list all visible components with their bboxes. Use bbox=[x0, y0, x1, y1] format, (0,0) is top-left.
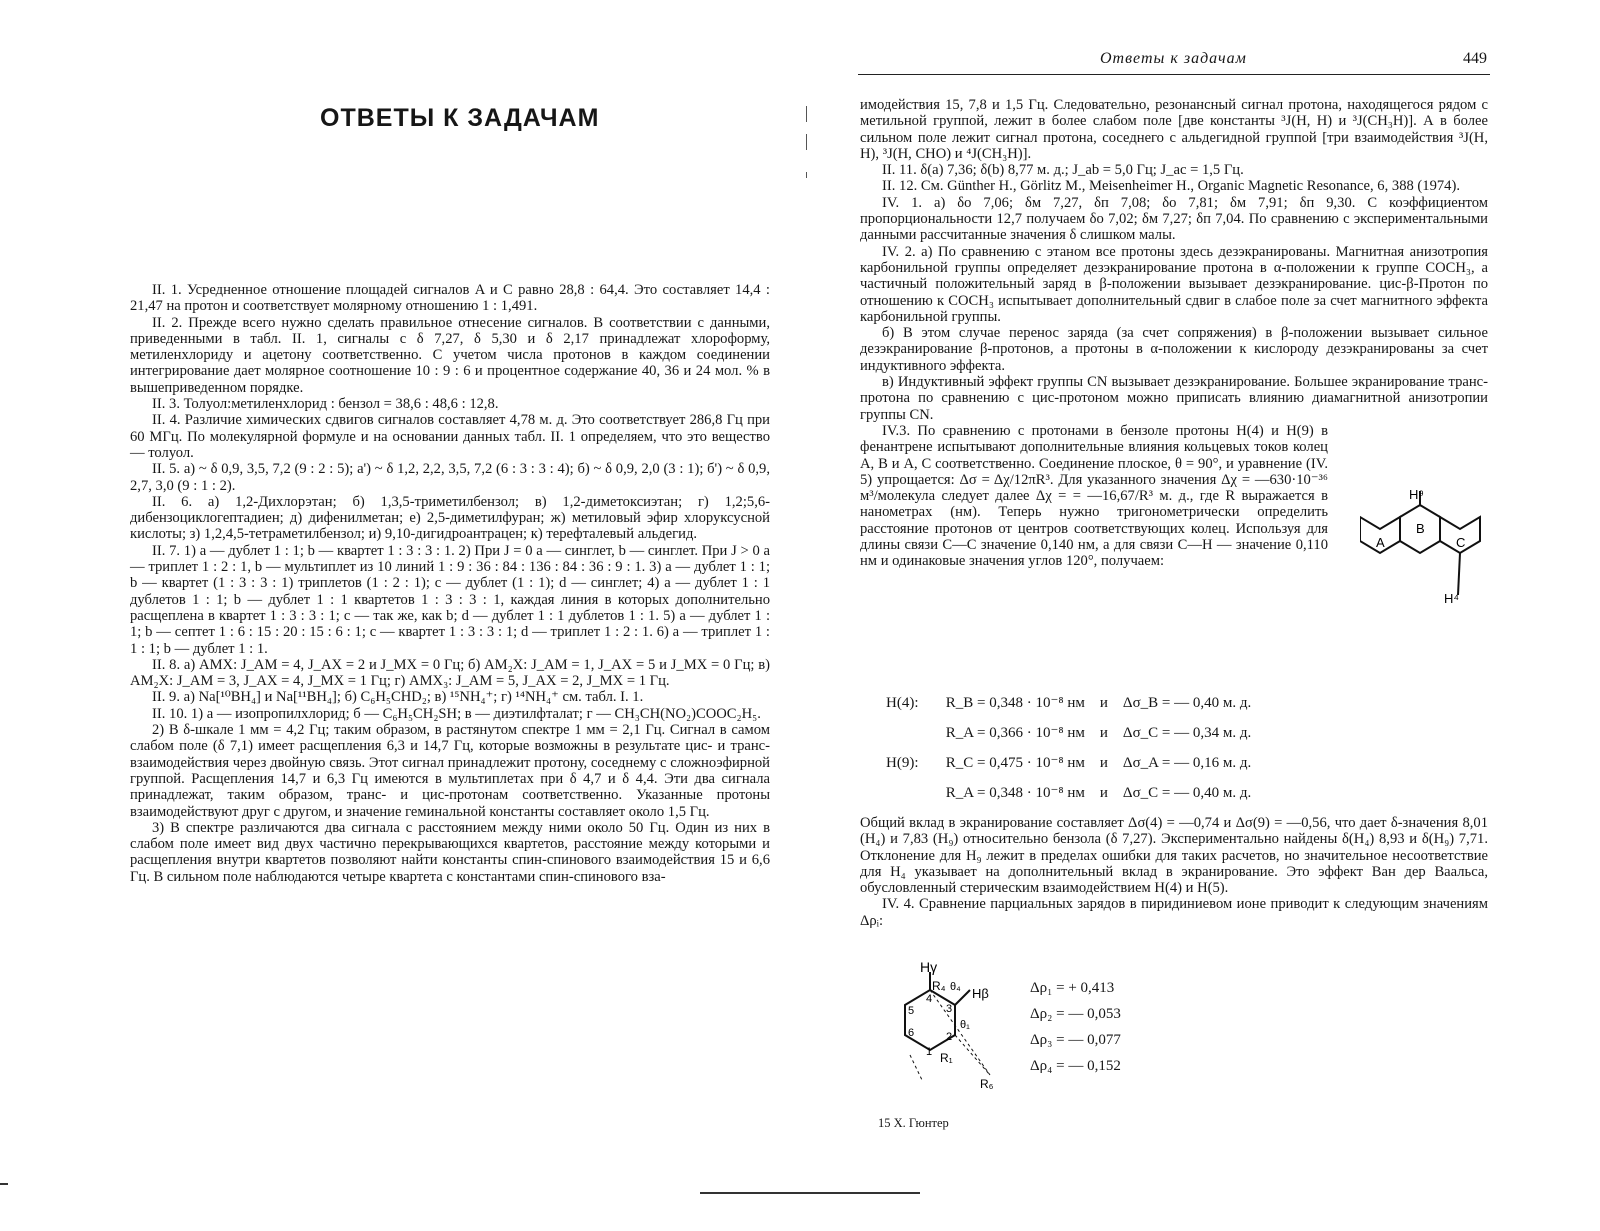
answer-ii-9: II. 9. а) Na[¹⁰BH₄] и Na[¹¹BH₄]; б) C₆H₅CHD₂; в) ¹⁵NH₄⁺; г) ¹⁴NH₄⁺ см. табл. I. 1. bbox=[152, 689, 644, 706]
ring-a-label: A bbox=[1376, 535, 1385, 550]
atom-3-label: 3 bbox=[946, 1003, 953, 1015]
answer-iv-4: IV. 4. Сравнение парциальных зарядов в пиридиниевом ионе приводит к следующим значениям Δρᵢ: bbox=[860, 896, 1488, 929]
equation-row bbox=[886, 778, 1251, 808]
answer-iv-3-text: IV.3. По сравнению с протонами в бензоле протоны H(4) и H(9) в фенантрене испытывают дополнительные влияния кольцевых токов колец A, B и A, C соответственно. Соединение плоское, θ = 90°, и уравнение (IV. 5) упрощается: Δσ = Δχ/12πR³. Для указанного значения Δχ = —630·10⁻³⁶ м³/молекула следует далее Δχ = = —16,67/R³ м. д., где R выражается в нанометрах (нм). Теперь нужно тригонометрически определить расстояние протонов от центров соответствующих колец. Используя для длины связи C—C значение 0,140 нм, а для связи C—H — значение 0,110 нм и одинаковые значения углов 120°, получаем: bbox=[860, 422, 1328, 570]
equation-label: H(9): bbox=[886, 755, 919, 771]
theta1-label: θ₁ bbox=[960, 1019, 970, 1031]
answer-ii-10: II. 10. 1) а — изопропилхлорид; б — C₆H₅CH₂SH; в — диэтилфталат; г — CH₃CH(NO₂)COOC₂H₅. bbox=[152, 705, 761, 722]
h9-label: H⁹ bbox=[1409, 487, 1424, 502]
equation-ds: Δσ_A = — 0,16 м. д. bbox=[1122, 755, 1252, 771]
r1-vector bbox=[955, 1035, 990, 1075]
h4-label: H⁴ bbox=[1444, 591, 1459, 606]
equation-label: H(4): bbox=[886, 695, 919, 711]
header-rule bbox=[858, 74, 1490, 75]
atom-5-label: 5 bbox=[908, 1005, 915, 1017]
equation-conj: и bbox=[1099, 695, 1108, 711]
answer-ii-5: II. 5. а) ~ δ 0,9, 3,5, 7,2 (9 : 2 : 5); а') ~ δ 1,2, 2,2, 3,5, 7,2 (6 : 3 : 3 : 4); б) ~ δ 0,9, 2,0 (3 : 1); б') ~ δ 0,9, 2,7, 3,0 (9 : 1 : 2). bbox=[130, 461, 770, 494]
answer-iv-2-c: в) Индуктивный эффект группы CN вызывает дезэкранирование. Большее экранирование транс-протона по сравнению с цис-протоном можно приписать влиянию диамагнитной анизотропии группы CN. bbox=[860, 374, 1488, 423]
equation-conj: и bbox=[1099, 725, 1108, 741]
answer-ii-8: II. 8. а) AMX: J_AM = 4, J_AX = 2 и J_MX = 0 Гц; б) AM₂X: J_AM = 1, J_AX = 5 и J_MX = 0 Гц; в) AM₂X: J_AM = 3, J_AX = 4, J_MX = 1 Гц; г) AMX₃: J_AM = 5, J_AX = 2, J_MX = 1 Гц. bbox=[130, 656, 770, 690]
answer-ii-7: II. 7. 1) a — дублет 1 : 1; b — квартет 1 : 3 : 3 : 1. 2) При J = 0 a — синглет, b — синглет. При J > 0 a — триплет 1 : 2 : 1, b — мультиплет из 10 линий 1 : 9 : 36 : 84 : 136 : 84 : 36 : 9 : 1. 3) a — дублет 1 : 1; b — квартет (1 : 3 : 3 : 1) триплетов (1 : 2 : 1); c — дублет (1 : 1); d — синглет; 4) a — дублет 1 : 1 дублетов 1 : 1; b — дублет 1 : 1 квартетов 1 : 3 : 3 : 1, каждая линия в которых дополнительно расщеплена в квартет 1 : 3 : 3 : 1; c — так же, как b; d — дублет 1 : 1 дублетов 1 : 1. 5) a — дублет 1 : 1; b — септет 1 : 6 : 15 : 20 : 15 : 6 : 1; c — квартет 1 : 3 : 3 : 1; d — триплет 1 : 2 : 1. 6) a — триплет 1 : 1 : 1; b — дублет 1 : 1. bbox=[130, 542, 770, 657]
page-title: ОТВЕТЫ К ЗАДАЧАМ bbox=[320, 104, 600, 132]
equation-conj: и bbox=[1099, 755, 1108, 771]
equation-r: R_C = 0,475 · 10⁻⁸ нм bbox=[945, 755, 1085, 771]
signature-footer: 15 Х. Гюнтер bbox=[878, 1116, 949, 1130]
answer-ii-1: II. 1. Усредненное отношение площадей сигналов A и C равно 28,8 : 64,4. Это составляет 14,4 : 21,47 на протон и соответствует молярному отношению 1 : 1,491. bbox=[130, 282, 770, 315]
equations-block bbox=[886, 688, 1251, 808]
charge-value: Δρ₂ = — 0,053 bbox=[1030, 1006, 1121, 1022]
hb-label: Hβ bbox=[972, 986, 989, 1001]
answer-ii-11: II. 11. δ(a) 7,36; δ(b) 8,77 м. д.; J_ab = 5,0 Гц; J_ac = 1,5 Гц. bbox=[882, 162, 1244, 179]
answer-ii-10-part-2: 2) В δ-шкале 1 мм = 4,2 Гц; таким образом, в растянутом спектре 1 мм = 2,1 Гц. Сигнал в самом слабом поле (δ 7,1) имеет расщепления 6,3 и 14,7 Гц, которые возможны в результате цис- и транс-взаимодействия через двойную связь. Этот сигнал принадлежит протону, соседнему с сложноэфирной группой. Расщепления 14,7 и 6,3 Гц имеются в мультиплетах при δ 4,7 и δ 4,4. Эти два сигнала принадлежат, таким образом, транс- и цис-протонам соответственно. Указанные протоны взаимодействуют друг с другом, и значение геминальной константы составляет около 1,5 Гц. bbox=[130, 722, 770, 820]
answer-ii-4: II. 4. Различие химических сдвигов сигналов составляет 4,78 м. д. Это соответствует 286,8 Гц при 60 МГц. По молекулярной формуле и на основании данных табл. II. 1 определяем, что это вещество — толуол. bbox=[130, 412, 770, 461]
right-text-after-equations bbox=[860, 815, 1488, 929]
equation-r: R_A = 0,366 · 10⁻⁸ нм bbox=[945, 725, 1085, 741]
partial-charges-list bbox=[1030, 975, 1121, 1079]
r1-label: R₁ bbox=[940, 1051, 953, 1065]
charge-value: Δρ₄ = — 0,152 bbox=[1030, 1058, 1121, 1074]
equation-conj: и bbox=[1099, 785, 1108, 801]
r6-vector bbox=[930, 990, 990, 1075]
atom-1-label: 1 bbox=[926, 1046, 933, 1058]
answer-iv-2-b: б) В этом случае перенос заряда (за счет сопряжения) в β-положении вызывает сильное дезэкранирование β-протонов, а протоны в α-положении к кислороду дезэкранированы за счет индуктивного эффекта. bbox=[860, 325, 1488, 374]
equation-row bbox=[886, 718, 1251, 748]
charge-value: Δρ₃ = — 0,077 bbox=[1030, 1032, 1121, 1048]
theta4-label: θ₄ bbox=[950, 981, 961, 993]
hg-label: Hγ bbox=[920, 960, 938, 975]
atom-6-label: 6 bbox=[908, 1027, 915, 1039]
page-number: 449 bbox=[1463, 50, 1487, 67]
atom-4-label: 4 bbox=[926, 993, 933, 1005]
scan-mark bbox=[0, 1183, 8, 1185]
charge-value: Δρ₁ = + 0,413 bbox=[1030, 980, 1115, 996]
h4-bond bbox=[1458, 553, 1460, 595]
right-page bbox=[800, 0, 1600, 1231]
answer-ii-10-part-3: 3) В спектре различаются два сигнала с расстоянием между ними около 50 Гц. Один из них в слабом поле имеет вид двух частично перекрывающихся квартетов, расстояние между которыми и расщепления внутри квартетов позволяют найти константы спин-спинового взаимодействия 15 и 6,6 Гц. В сильном поле наблюдаются четыре квартета с константами спин-спинового вза- bbox=[130, 819, 770, 885]
equation-r: R_A = 0,348 · 10⁻⁸ нм bbox=[945, 785, 1085, 801]
ring-c-label: C bbox=[1456, 535, 1466, 550]
equation-ds: Δσ_C = — 0,34 м. д. bbox=[1122, 725, 1252, 741]
equation-r: R_B = 0,348 · 10⁻⁸ нм bbox=[945, 695, 1085, 711]
equation-ds: Δσ_B = — 0,40 м. д. bbox=[1122, 695, 1252, 711]
answer-ii-10-continued: имодействия 15, 7,8 и 1,5 Гц. Следовательно, резонансный сигнал протона, находящегося рядом с метильной группой, лежит в более слабом поле [две константы ³J(H, H) и ³J(CH₃H)]. А в более сильном поле лежит сигнал протона, соседнего с альдегидной группой [три взаимодействия ³J(H, H), ³J(H, CHO) и ⁴J(CH₃H)]. bbox=[860, 97, 1488, 162]
answer-iv-1: IV. 1. а) δo 7,06; δм 7,27, δп 7,08; δo 7,81; δм 7,91; δп 9,30. С коэффициентом пропорциональности 12,7 получаем δo 7,02; δм 7,27; δп 7,04. По сравнению с экспериментальными данными рассчитанные значения δ слишком малы. bbox=[860, 194, 1488, 244]
equation-ds: Δσ_C = — 0,40 м. д. bbox=[1122, 785, 1252, 801]
equation-row bbox=[886, 748, 1251, 778]
r4-label: R₄ bbox=[932, 979, 946, 993]
total-shielding-paragraph: Общий вклад в экранирование составляет Δσ(4) = —0,74 и Δσ(9) = —0,56, что дает δ-значения 8,01 (H₄) и 7,83 (H₉) относительно бензола (δ 7,27). Экспериментально найдены δ(H₄) 8,93 и δ(H₉) 7,71. Отклонение для H₉ лежит в пределах ошибки для таких расчетов, но значительное несоответствие для H₄ указывает на дополнительный вклад в экранирование. Это эффект Ван дер Ваальса, обусловленный стерическим взаимодействием H(4) и H(5). bbox=[860, 815, 1488, 897]
atom-2-label: 2 bbox=[946, 1031, 953, 1043]
r6-label: R₆ bbox=[980, 1077, 994, 1091]
dotted-guide bbox=[910, 1055, 922, 1080]
pyridinium-diagram bbox=[880, 960, 1010, 1095]
phenanthrene-diagram bbox=[1360, 485, 1500, 615]
answer-ii-12: II. 12. См. Günther H., Görlitz M., Meisenheimer H., Organic Magnetic Resonance, 6, 388 (1974). bbox=[882, 178, 1460, 195]
equation-row bbox=[886, 688, 1251, 718]
answer-iv-2: IV. 2. а) По сравнению с этаном все протоны здесь дезэкранированы. Магнитная анизотропия карбонильной группы определяет дезэкранирование протона в α-положении к группе COCH₃, а частичный положительный заряд в β-положении вызывает дезэкранирование. цис-β-Протон по отношению к COCH₃ испытывает дополнительный сдвиг в слабое поле за счет магнитного эффекта карбонильной группы. bbox=[860, 243, 1488, 325]
running-head: Ответы к задачам bbox=[1100, 50, 1247, 67]
ring-b-label: B bbox=[1416, 521, 1425, 536]
answer-ii-3: II. 3. Толуол:метиленхлорид : бензол = 38,6 : 48,6 : 12,8. bbox=[152, 396, 499, 413]
left-text-column bbox=[130, 282, 770, 885]
scan-artifact-line bbox=[700, 1192, 920, 1194]
answer-ii-6: II. 6. а) 1,2-Дихлорэтан; б) 1,3,5-триметилбензол; в) 1,2-диметоксиэтан; г) 1,2;5,6-дибензоциклогептадиен; д) дифенилметан; е) 2,5-диметилфуран; ж) метиловый эфир хлоруксусной кислоты; з) 1,2,4,5-тетраметилбензол; и) 9,10-дигидроантрацен; к) терефталевый альдегид. bbox=[130, 493, 770, 543]
answer-ii-2: II. 2. Прежде всего нужно сделать правильное отнесение сигналов. В соответствии с данными, приведенными в табл. II. 1, сигналы с δ 7,27, δ 5,30 и δ 2,17 принадлежат хлороформу, метиленхлориду и ацетону соответственно. С учетом числа протонов в каждом соединении интегрирование дает молярное соотношение 10 : 9 : 6 и процентное содержание 40, 36 и 24 мол. % в вышеприведенном порядке. bbox=[130, 314, 770, 396]
